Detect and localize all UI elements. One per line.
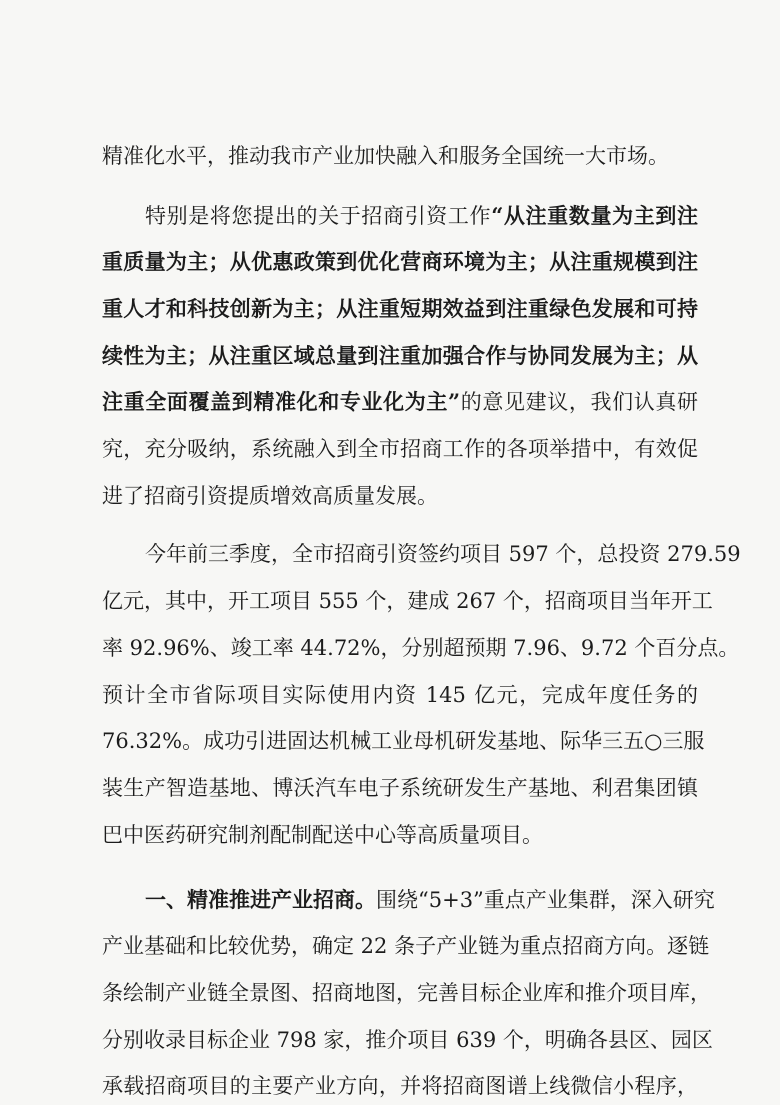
text-line: 条绘制产业链全景图、招商地图，完善目标企业库和推介项目库， bbox=[102, 981, 711, 1005]
text-line: 特别是将您提出的关于招商引资工作“从注重数量为主到注 bbox=[145, 203, 698, 228]
text-line: 装生产智造基地、博沃汽车电子系统研发生产基地、利君集团镇 bbox=[102, 776, 698, 800]
text-line: 承载招商项目的主要产业方向，并将招商图谱上线微信小程序， bbox=[102, 1074, 698, 1098]
text-line: 76.32%。成功引进固达机械工业母机研发基地、际华三五○三服 bbox=[102, 729, 705, 753]
text-line: 精准化水平，推动我市产业加快融入和服务全国统一大市场。 bbox=[102, 144, 669, 168]
section-heading-line: 一、精准推进产业招商。围绕“5+3”重点产业集群，深入研究 bbox=[145, 887, 715, 912]
text-line: 亿元，其中，开工项目 555 个，建成 267 个，招商项目当年开工 bbox=[102, 589, 713, 613]
text-line: 预计全市省际项目实际使用内资 145 亿元，完成年度任务的 bbox=[102, 683, 698, 707]
text-line: 续性为主；从注重区域总量到注重加强合作与协同发展为主；从 bbox=[102, 343, 698, 368]
text-line: 重质量为主；从优惠政策到优化营商环境为主；从注重规模到注 bbox=[102, 249, 698, 274]
text-line: 进了招商引资提质增效高质量发展。 bbox=[102, 484, 438, 508]
text-line: 究，充分吸纳，系统融入到全市招商工作的各项举措中，有效促 bbox=[102, 437, 698, 461]
text-line: 巴中医药研究制剂配制配送中心等高质量项目。 bbox=[102, 823, 543, 847]
text-line: 重人才和科技创新为主；从注重短期效益到注重绿色发展和可持 bbox=[102, 296, 698, 321]
text-line: 注重全面覆盖到精准化和专业化为主”的意见建议，我们认真研 bbox=[102, 389, 699, 414]
text-line: 率 92.96%、竣工率 44.72%，分别超预期 7.96、9.72 个百分点。 bbox=[102, 636, 740, 660]
text-line: 分别收录目标企业 798 家，推介项目 639 个，明确各县区、园区 bbox=[102, 1028, 713, 1052]
text-line: 产业基础和比较优势，确定 22 条子产业链为重点招商方向。逐链 bbox=[102, 934, 710, 958]
text-line: 今年前三季度，全市招商引资签约项目 597 个，总投资 279.59 bbox=[145, 542, 741, 566]
